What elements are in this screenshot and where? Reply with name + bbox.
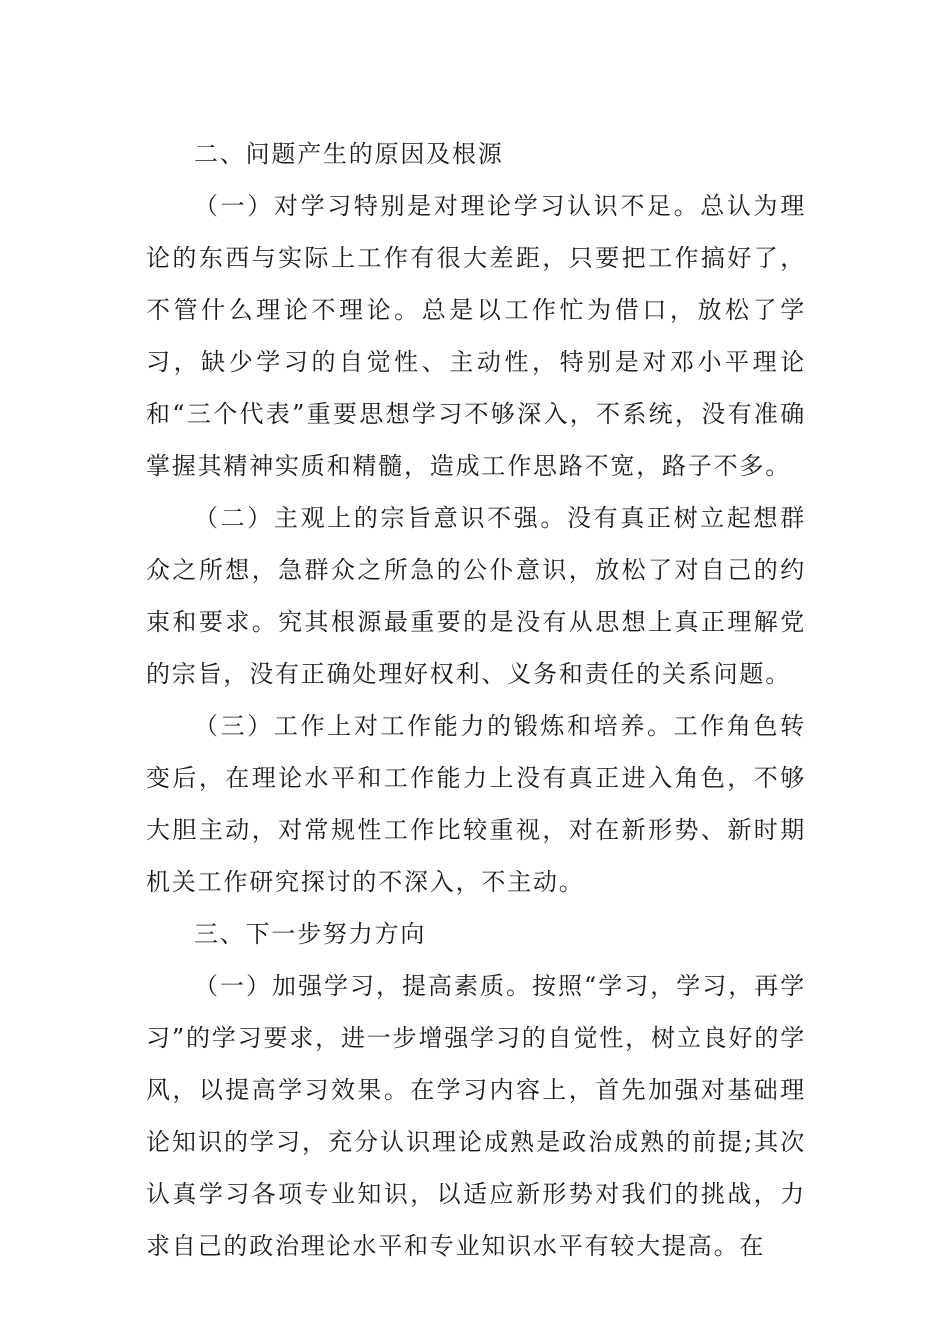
paragraph-cause-1: （一）对学习特别是对理论学习认识不足。总认为理论的东西与实际上工作有很大差距，只要把工作搞好了，不管什么理论不理论。总是以工作忙为借口，放松了学习，缺少学习的自觉性、主动性，特别是对邓小平理论和“三个代表”重要思想学习不够深入，不系统，没有准确掌握其精神实质和精髓，造成工作思路不宽，路子不多。 bbox=[146, 192, 806, 480]
paragraph-cause-2: （二）主观上的宗旨意识不强。没有真正树立起想群众之所想，急群众之所急的公仆意识，放松了对自己的约束和要求。究其根源最重要的是没有从思想上真正理解党的宗旨，没有正确处理好权利、义务和责任的关系问题。 bbox=[146, 504, 806, 688]
section-heading-causes: 二、问题产生的原因及根源 bbox=[194, 140, 504, 168]
section-heading-next-steps: 三、下一步努力方向 bbox=[194, 920, 427, 948]
paragraph-cause-3: （三）工作上对工作能力的锻炼和培养。工作角色转变后，在理论水平和工作能力上没有真正进入角色，不够大胆主动，对常规性工作比较重视，对在新形势、新时期机关工作研究探讨的不深入，不主动。 bbox=[146, 712, 806, 896]
document-body bbox=[146, 128, 806, 1272]
paragraph-step-1: （一）加强学习，提高素质。按照“学习，学习，再学习”的学习要求，进一步增强学习的自觉性，树立良好的学风，以提高学习效果。在学习内容上，首先加强对基础理论知识的学习，充分认识理论成熟是政治成熟的前提;其次认真学习各项专业知识，以适应新形势对我们的挑战，力求自己的政治理论水平和专业知识水平有较大提高。在 bbox=[146, 972, 806, 1260]
